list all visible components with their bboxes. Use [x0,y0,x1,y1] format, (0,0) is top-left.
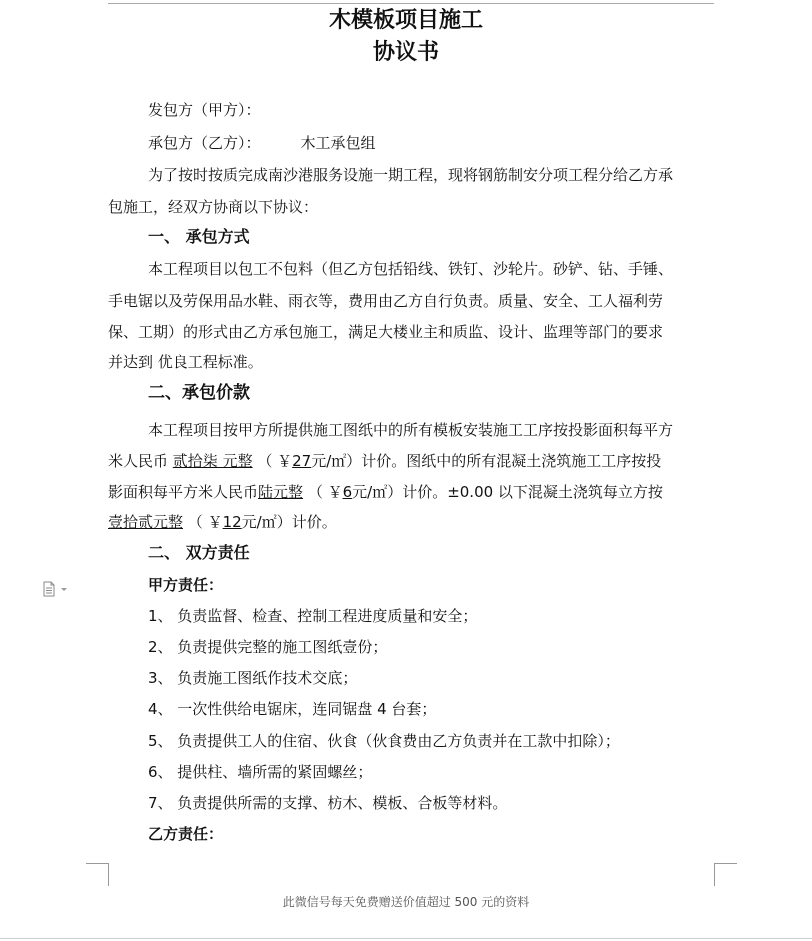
section2-line-3 [108,482,663,502]
party-a-duty-1: 1、 负责监督、检查、控制工程进度质量和安全； [148,607,478,625]
party-a-duty-2: 2、 负责提供完整的施工图纸壹份； [148,638,388,656]
section1-line-1: 本工程项目以包工不包料（但乙方包括铅线、铁钉、沙轮片。砂铲、钻、手锤、 [148,260,674,278]
page-corner-mark-right [714,863,737,886]
doc-title-line2: 协议书 [372,39,439,65]
document-icon[interactable] [42,581,68,597]
party-b-label: 承包方（乙方）： [148,134,261,152]
section2-line4-open: （ ￥ [187,513,223,531]
section2-line3-open: （ ￥ [307,483,343,501]
footer-note: 此微信号每天免费赠送价值超过 500 元的资料 [282,895,530,909]
section1-line-2: 手电锯以及劳保用品水鞋、雨衣等，费用由乙方自行负责。质量、安全、工人福利劳 [108,292,664,310]
doc-title-line1: 木模板项目施工 [328,7,483,33]
party-a-duty-5: 5、 负责提供工人的住宿、伙食（伙食费由乙方负责并在工款中扣除）； [148,732,620,750]
section3-heading: 二、 双方责任 [148,543,250,562]
section1-line-4: 并达到 优良工程标准。 [108,353,263,371]
section2-line3-prefix: 影面积每平方米人民币 [108,483,259,501]
section2-line4-price: 12 [222,513,242,531]
section2-line2-suffix: 元/㎡）计价。图纸中的所有混凝土浇筑施工工序按投 [311,452,662,470]
section2-line2-open: （ ￥ [257,452,293,470]
section2-line-1: 本工程项目按甲方所提供施工图纸中的所有模板安装施工工序按投影面积每平方 [148,421,674,439]
party-b-duties-heading: 乙方责任： [148,825,224,843]
party-a-duty-4: 4、 一次性供给电锯床，连同锯盘 4 台套； [148,700,437,718]
section2-line4-suffix: 元/㎡）计价。 [241,513,337,531]
section2-heading: 二、承包价款 [148,383,250,403]
section1-line-3: 保、工期）的形式由乙方承包施工，满足大楼业主和质监、设计、监理等部门的要求 [108,323,664,341]
party-a-duty-3: 3、 负责施工图纸作技术交底； [148,669,358,687]
page-bottom-rule [0,938,812,939]
section2-line-2 [108,451,661,471]
page-top-rule [108,3,714,4]
party-b-value: 木工承包组 [300,134,376,152]
section2-line3-amount: 陆元整 [258,483,304,501]
intro-line-2: 包施工，经双方协商以下协议： [108,198,319,216]
party-b-line [148,133,376,153]
party-a-duty-6: 6、 提供柱、墙所需的紧固螺丝； [148,763,373,781]
section2-line-4 [108,512,337,532]
party-a-line: 发包方（甲方）： [148,101,261,119]
party-a-duties-heading: 甲方责任： [148,576,224,594]
section2-line2-price: 27 [292,452,312,470]
page-corner-mark-left [86,863,109,886]
section2-line4-amount: 壹拾贰元整 [108,513,184,531]
section2-line3-suffix: 元/㎡）计价。±0.00 以下混凝土浇筑每立方按 [352,483,663,501]
section1-heading: 一、 承包方式 [148,227,250,246]
intro-line-1: 为了按时按质完成南沙港服务设施一期工程，现将钢筋制安分项工程分给乙方承 [148,166,674,184]
document-icon-glyph [42,581,68,597]
section2-line2-amount: 贰拾柒 元整 [172,452,253,470]
party-a-duty-7: 7、 负责提供所需的支撑、枋木、模板、合板等材料。 [148,794,508,812]
section2-line2-prefix: 米人民币 [108,452,169,470]
section2-line3-price: 6 [342,483,353,501]
